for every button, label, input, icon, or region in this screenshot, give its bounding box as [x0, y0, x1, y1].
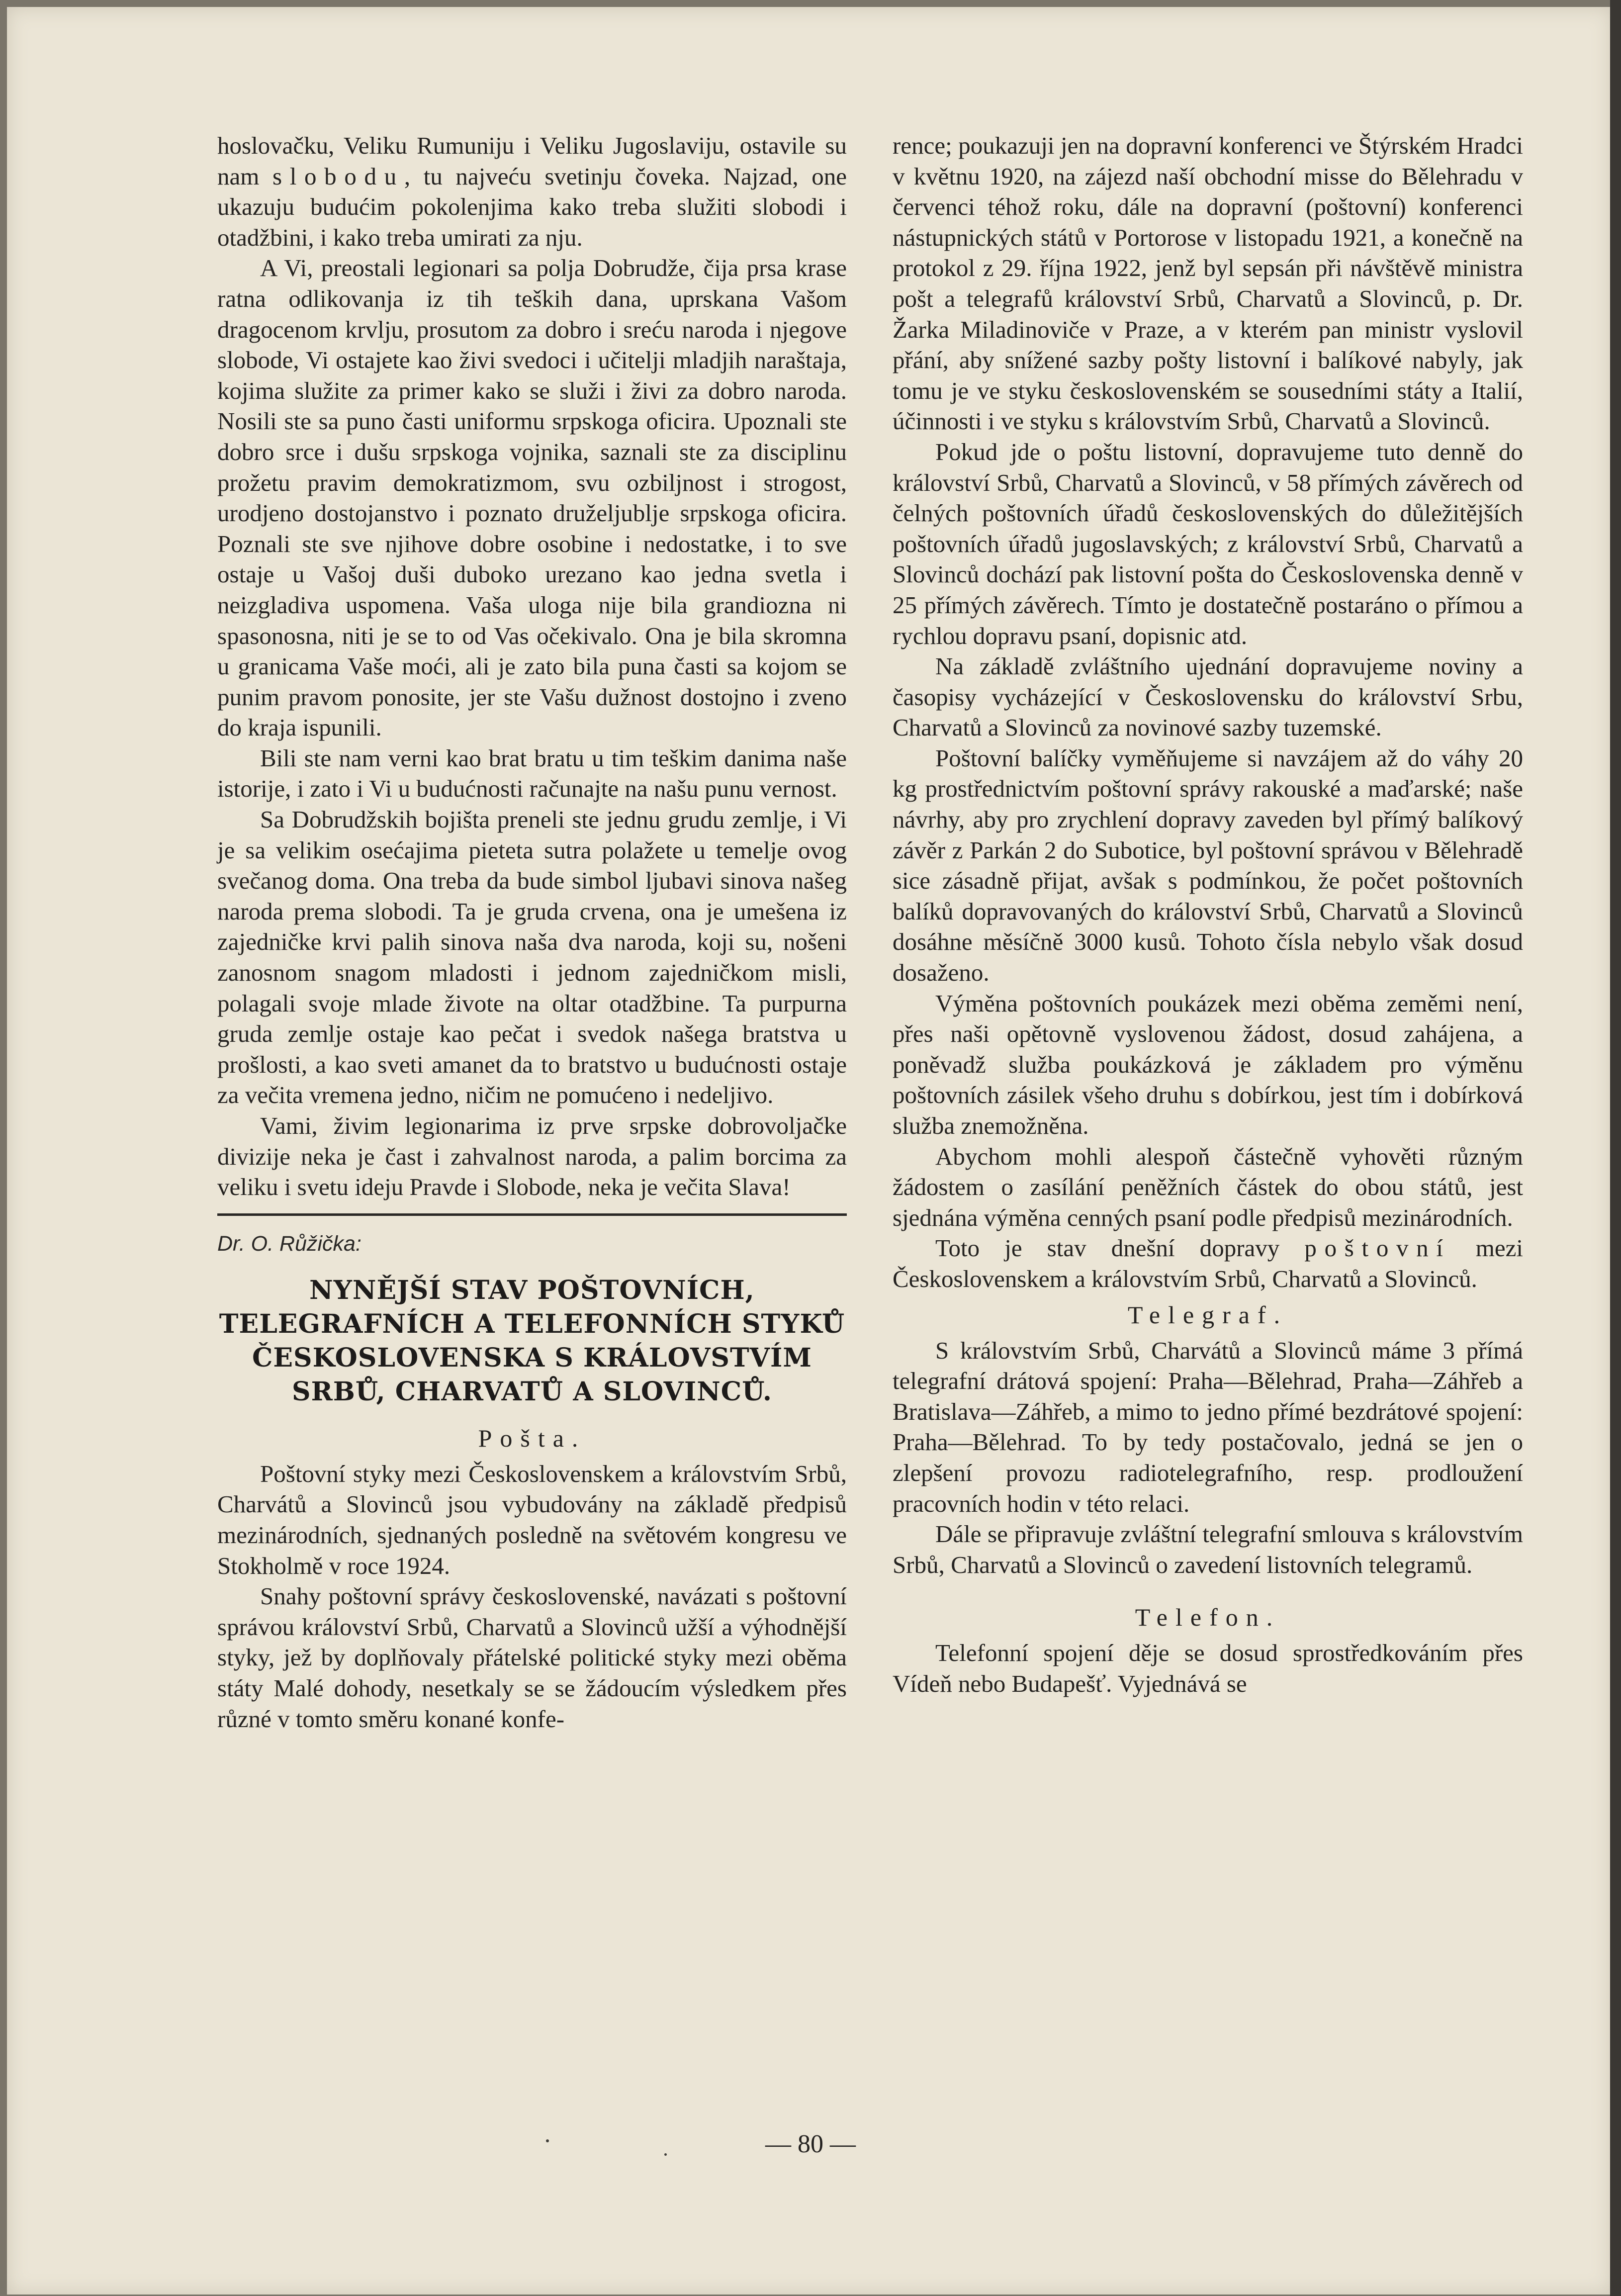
page-number: — 80 —	[765, 2130, 856, 2158]
text: mezi Československem a královstvím Srbů, Charvatů a Slovinců.	[893, 1234, 1524, 1292]
paragraph: rence; poukazuji jen na dopravní konferenci ve Štýrském Hradci v květnu 1920, na zájezd naší obchodní misse do Bělehradu v červenci téhož roku, dále na dopravní (poštovní) konferenci nástupnických států v Portorose v listopadu 1921, a konečně na protokol z 29. října 1922, jenž byl sepsán při návštěvě ministra pošt a telegrafů království Srbů, Charvatů a Slovinců, p. Dr. Žarka Miladinoviče v Praze, a v kterém pan ministr vyslovil přání, aby snížené sazby pošty listovní i balíkové nabyly, jak tomu je ve styku československém se sousedními státy a Italií, účinnosti i ve styku s královstvím Srbů, Charvatů a Slovinců.	[893, 132, 1523, 435]
spaced-text: slobodu	[272, 162, 404, 190]
paragraph	[893, 1233, 1523, 1294]
text: , tu najveću svetinju čoveka. Najzad, one ukazuju budućim pokolenjima kako treba služiti slobodi i otadžbini, i kako treba umirati za nju.	[217, 162, 847, 251]
text: hoslovačku, Veliku Rumuniju i Veliku Jugoslaviju, ostavile su nam	[217, 132, 847, 190]
section-heading-posta: Pošta.	[478, 1424, 586, 1452]
paragraph: Snahy poštovní správy československé, navázati s poštovní správou království Srbů, Charvatů a Slovinců užší a výhodnější styky, jež by doplňovaly přátelské politické styky mezi oběma státy Malé dohody, nesetkaly se se žádoucím výsledkem přes různé v tomto směru konané konfe-	[217, 1582, 847, 1733]
article-headline: NYNĚJŠÍ STAV POŠTOVNÍCH, TELEGRAFNÍCH A TELEFONNÍCH STYKŮ ČESKOSLOVENSKA S KRÁLOVSTVÍM SRBŮ, CHARVATŮ A SLOVINCŮ.	[219, 1275, 845, 1407]
paragraph: S královstvím Srbů, Charvátů a Slovinců máme 3 přímá telegrafní drátová spojení: Praha—Bělehrad, Praha—Záhřeb a Bratislava—Záhřeb, a mimo to jedno přímé bezdrátové spojení: Praha—Bělehrad. To by tedy postačovalo, jedná se jen o zlepšení provozu radiotelegrafního, resp. prodloužení pracovních hodin v této relaci.	[893, 1336, 1523, 1517]
paragraph: Telefonní spojení děje se dosud sprostředkováním přes Vídeň nebo Budapešť. Vyjednává se	[893, 1639, 1523, 1697]
paragraph: Abychom mohli alespoň částečně vyhověti různým žádostem o zasílání peněžních částek do obou států, jest sjednána výměna cenných psaní podle předpisů mezinárodních.	[893, 1142, 1523, 1231]
section-divider	[217, 1213, 847, 1216]
paragraph: A Vi, preostali legionari sa polja Dobrudže, čija prsa krase ratna odlikovanja iz tih teških dana, uprskana Vašom dragocenom krvlju, prosutom za dobro i sreću naroda i njegove slobode, Vi ostajete kao živi svedoci i učitelji mladjih naraštaja, kojima služite za primer kako se služi i živi za dobro naroda. Nosili ste sa puno časti uniformu srpskoga oficira. Upoznali ste dobro srce i dušu srpskoga vojnika, saznali ste za disciplinu prožetu pravim demokratizmom, svu ozbiljnost i strogost, urodjeno dostojanstvo i poznato druželjublje srpskoga oficira. Poznali ste sve njihove dobre osobine i nedostatke, i to sve ostaje u Vašoj duši duboko urezano kao jedna svetla i neizgladiva uspomena. Vaša uloga nije bila grandiozna ni spasonosna, niti je se to od Vas očekivalo. Ona je bila skromna u granicama Vaše moći, ali je zato bila puna časti sa kojom se punim pravom ponosite, jer ste Vašu dužnost dostojno i zveno do kraja ispunili.	[217, 254, 847, 741]
paragraph: Dále se připravuje zvláštní telegrafní smlouva s královstvím Srbů, Charvatů a Slovinců o zavedení listovních telegramů.	[893, 1520, 1523, 1578]
left-column	[217, 130, 847, 1734]
print-speck	[546, 2139, 549, 2142]
paragraph: Sa Dobrudžskih bojišta preneli ste jednu grudu zemlje, i Vi je sa velikim osećajima pieteta sutra polažete u temelje ovog svečanog doma. Ona treba da bude simbol ljubavi sinova našeg naroda prema slobodi. Ta je gruda crvena, ona je umešena iz zajedničke krvi palih sinova naša dva naroda, koji su, nošeni zanosnom snagom mladosti i jednom zajedničkom misli, polagali svoje mlade živote na oltar otadžbine. Ta purpurna gruda zemlje ostaje kao pečat i svedok našega bratstva u prošlosti, a kao sveti amanet da to bratstvo u budućnosti ostaje za večita vremena jedno, ničim ne pomućeno i nedeljivo.	[217, 806, 847, 1109]
print-speck	[664, 2153, 667, 2156]
text: Toto je stav dnešní dopravy	[935, 1234, 1280, 1262]
paragraph: Poštovní balíčky vyměňujeme si navzájem až do váhy 20 kg prostřednictvím poštovní správy rakouské a maďarské; naše návrhy, aby pro zrychlení dopravy zaveden byl přímý balíkový závěr z Parkán 2 do Subotice, byl poštovní správou v Bělehradě sice zásadně přijat, avšak s podmínkou, že počet poštovních balíků dopravovaných do království Srbů, Charvatů a Slovinců dosáhne měsíčně 3000 kusů. Tohoto čísla nebylo však dosud dosaženo.	[893, 744, 1523, 987]
author-byline: Dr. O. Růžička:	[217, 1231, 361, 1256]
paragraph: Na základě zvláštního ujednání dopravujeme noviny a časopisy vycházející v Československu do království Srbu, Charvatů a Slovinců za novinové sazby tuzemské.	[893, 652, 1523, 741]
spaced-text: poštovní	[1304, 1234, 1451, 1262]
page-edge	[1610, 0, 1621, 2296]
section-heading-telegraf: Telegraf.	[1127, 1300, 1288, 1329]
right-column	[893, 130, 1523, 1699]
paragraph: Bili ste nam verni kao brat bratu u tim teškim danima naše istorije, i zato i Vi u budućnosti računajte na našu punu vernost.	[217, 744, 847, 803]
paragraph: Poštovní styky mezi Československem a královstvím Srbů, Charvátů a Slovinců jsou vybudovány na základě předpisů mezinárodních, sjednaných posledně na světovém kongresu ve Stokholmě v roce 1924.	[217, 1460, 847, 1579]
section-heading-telefon: Telefon.	[1135, 1603, 1281, 1632]
paragraph: Pokud jde o poštu listovní, dopravujeme tuto denně do království Srbů, Charvatů a Slovinců, v 58 přímých závěrech od čelných poštovních úřadů československých do důležitějších poštovních úřadů jugoslavských; z království Srbů, Charvatů a Slovinců dochází pak listovní pošta do Československa denně v 25 přímých závěrech. Tímto je dostatečně postaráno o přímou a rychlou dopravu psaní, dopisnic atd.	[893, 438, 1523, 649]
paragraph: Vami, živim legionarima iz prve srpske dobrovoljačke divizije neka je čast i zahvalnost naroda, a palim borcima za veliku i svetu ideju Pravde i Slobode, neka je večita Slava!	[217, 1112, 847, 1201]
paragraph: Výměna poštovních poukázek mezi oběma zeměmi není, přes naši opětovně vyslovenou žádost, dosud zahájena, a poněvadž služba poukázková je základem pro výměnu poštovních zásilek všeho druhu s dobírkou, jest tím i dobírková služba znemožněna.	[893, 989, 1523, 1139]
paragraph	[217, 130, 847, 253]
